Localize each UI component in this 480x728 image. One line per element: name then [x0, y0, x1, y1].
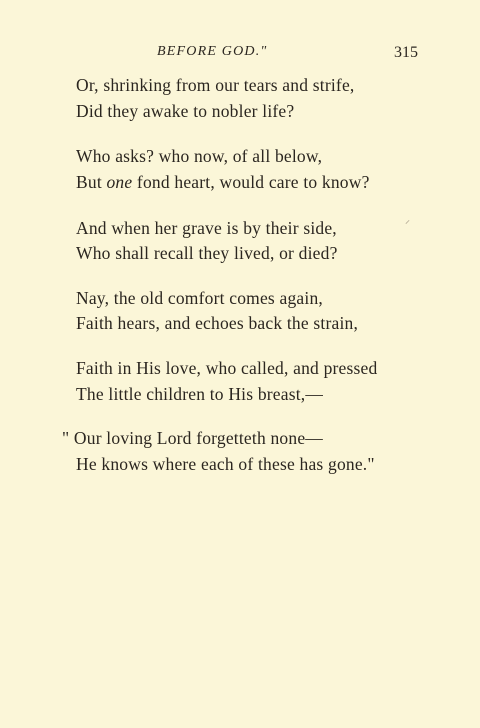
stray-ink-mark: ⸝ [405, 215, 410, 226]
poem-line [76, 172, 370, 193]
page-number: 315 [394, 44, 418, 61]
poem-line: The little children to His breast,— [76, 384, 324, 404]
poem-line: Faith in His love, who called, and pressed [76, 358, 378, 378]
emphasized-word: one [106, 172, 133, 192]
poem-line: Who shall recall they lived, or died? [76, 243, 338, 263]
poem-line: " Our loving Lord forgetteth none— [62, 428, 324, 448]
poem-line: Nay, the old comfort comes again, [76, 288, 323, 308]
poem-line-before: But [76, 172, 107, 192]
poem-line-after: fond heart, would care to know? [132, 172, 370, 192]
running-title: BEFORE GOD." [157, 44, 268, 59]
poem-line: Who asks? who now, of all below, [76, 146, 323, 166]
poem-line: He knows where each of these has gone." [76, 454, 375, 474]
poem-line: Faith hears, and echoes back the strain, [76, 313, 359, 333]
poem-line: Or, shrinking from our tears and strife, [76, 75, 355, 95]
poem-line: And when her grave is by their side, [76, 218, 337, 238]
poem-line: Did they awake to nobler life? [76, 101, 295, 121]
running-header [0, 44, 480, 64]
